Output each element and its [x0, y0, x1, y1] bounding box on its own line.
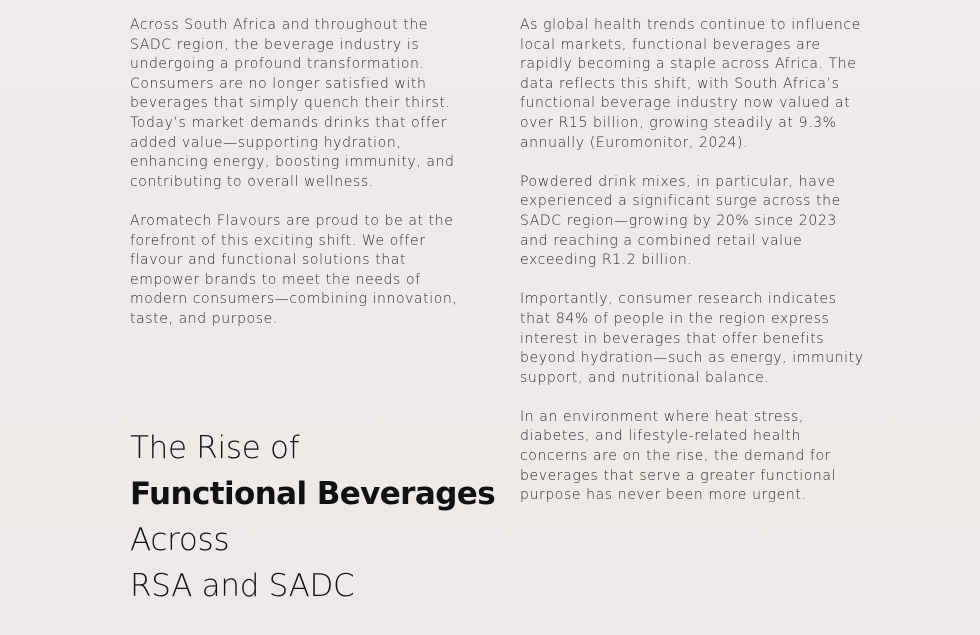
left-text-column: [130, 16, 470, 330]
heading-line-4: RSA and SADC: [130, 568, 355, 604]
heading-line-2: Functional Beverages: [130, 476, 496, 512]
consumer-research-paragraph: Importantly, consumer research indicates that 84% of people in the region express interest in beverages that offer benefits beyond hydration—such as energy, immunity support, and nutritional balance.: [520, 291, 864, 386]
health-concerns-paragraph: In an environment where heat stress, diabetes, and lifestyle-related health concerns are on the rise, the demand for beverages that serve a greater functional purpose has never been more urgent.: [520, 408, 837, 504]
heading-line-1: The Rise of: [130, 430, 300, 466]
intro-paragraph: Across South Africa and throughout the SADC region, the beverage industry is undergoing a profound transformation. Consumers are no longer satisfied with beverages that simply quench their thirst. Today’s market demands drinks that offer added value—supporting hydration, enhancing energy, boosting immunity, and contributing to overall wellness.: [130, 17, 455, 190]
right-text-column: [520, 16, 870, 506]
article-heading: [130, 425, 510, 609]
powdered-mixes-paragraph: Powdered drink mixes, in particular, have experienced a significant surge across the SADC region—growing by 20% since 2023 and reaching a combined retail value exceeding R1.2 billion.: [520, 173, 841, 269]
heading-line-3: Across: [130, 522, 230, 558]
aromatech-paragraph: Aromatech Flavours are proud to be at the forefront of this exciting shift. We offer flavour and functional solutions that empower brands to meet the needs of modern consumers—combining innovation, taste, and purpose.: [130, 212, 458, 327]
trends-paragraph: As global health trends continue to influence local markets, functional beverages are rapidly becoming a staple across Africa. The data reflects this shift, with South Africa’s functional beverage industry now valued at over R15 billion, growing steadily at 9.3% annually (Euromonitor, 2024).: [520, 17, 861, 151]
